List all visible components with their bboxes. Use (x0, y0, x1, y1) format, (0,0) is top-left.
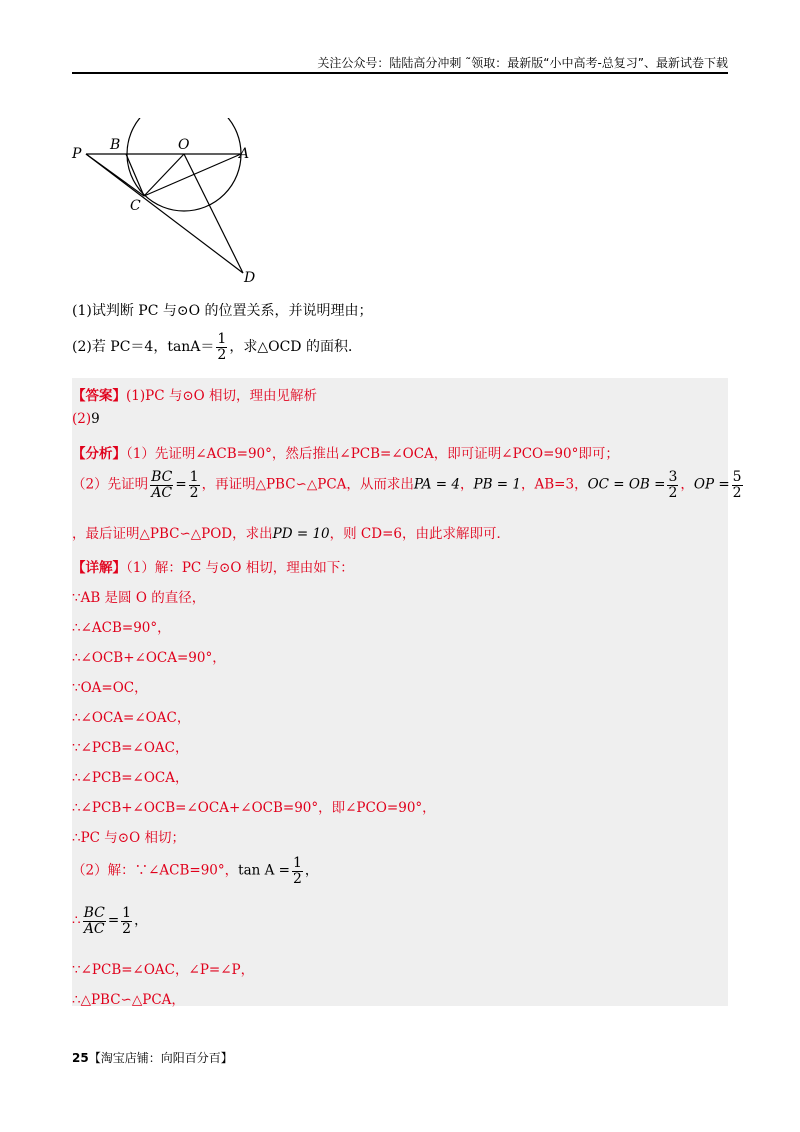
detail-line-1: ∵AB 是圆 O 的直径， (72, 590, 206, 606)
detail-line-8: ∴∠PCB+∠OCB=∠OCA+∠OCB=90°，即∠PCO=90°， (72, 800, 436, 816)
line-ca (144, 154, 241, 196)
question-2-text-b: ，求△OCD 的面积． (229, 339, 362, 356)
detail-last-2: ∴△PBC∽△PCA， (72, 992, 185, 1008)
geometry-figure (68, 118, 268, 288)
circle-o (127, 118, 241, 211)
answer-2-label: (2) (72, 411, 92, 427)
answer-2-value: 9 (91, 411, 100, 427)
header-rule (72, 72, 728, 74)
analysis-tag: 【分析】 (72, 446, 126, 462)
page-header: 关注公众号：陆陆高分冲刺 ˜领取：最新版“小中高考-总复习”、最新试卷下载 (317, 56, 728, 70)
detail-last-1: ∵∠PCB=∠OAC，∠P=∠P， (72, 962, 255, 978)
analysis-line-1: 【分析】（1）先证明∠ACB=90°，然后推出∠PCB=∠OCA，即可证明∠PCO=90°即可； (72, 446, 619, 462)
label-a: A (239, 146, 250, 162)
detail-line-4: ∵OA=OC， (72, 680, 148, 696)
line-od (184, 154, 243, 273)
fraction-half: $\frac{1}{2}$ (189, 469, 199, 501)
answer-line-1 (72, 384, 317, 404)
label-d: D (244, 270, 256, 286)
page-number: 25 (72, 1051, 89, 1065)
detail-line-6: ∵∠PCB=∠OAC， (72, 740, 189, 756)
question-2 (72, 332, 362, 362)
answer-line-2 (72, 411, 100, 427)
detail-part-2: （2）解：∵∠ACB=90°，tan A = $\frac{1}{2}$ ， (72, 855, 319, 887)
answer-1: (1)PC 与⊙O 相切，理由见解析 (126, 388, 317, 404)
question-2-text-a: (2)若 PC＝4，tanA＝ (72, 339, 215, 356)
question-1: (1)试判断 PC 与⊙O 的位置关系，并说明理由； (72, 303, 373, 319)
detail-line-3: ∴∠OCB+∠OCA=90°， (72, 650, 226, 666)
label-c: C (130, 198, 141, 214)
detail-line-0: 【详解】（1）解：PC 与⊙O 相切，理由如下： (72, 560, 354, 576)
fraction-bc-ac: $\frac{BC}{AC}$ (151, 469, 173, 501)
label-o: O (178, 137, 190, 153)
analysis-line-3: ，最后证明△PBC∽△POD，求出PD = 10，则 CD=6，由此求解即可． (72, 526, 510, 542)
detail-ratio: ∴ $\frac{BC}{AC}$ = $\frac{1}{2}$ ， (72, 905, 148, 937)
line-co (144, 154, 184, 196)
line-pd (86, 154, 243, 273)
analysis-line-2: （2）先证明 $\frac{BC}{AC}$ = $\frac{1}{2}$ ，再证明△PBC∽△PCA，从而求出PA = 4，PB = 1，AB=3，OC = OB = $\frac{3}{2}$ ，OP = $\frac{5}{2}$ (72, 469, 742, 501)
pb-value: PB = 1 (473, 476, 521, 493)
detail-line-9: ∴PC 与⊙O 相切； (72, 830, 185, 846)
detail-line-7: ∴∠PCB=∠OCA， (72, 770, 189, 786)
footer-shop: 【淘宝店铺：向阳百分百】 (88, 1051, 233, 1065)
pa-value: PA = 4 (413, 476, 460, 493)
label-b: B (110, 137, 121, 153)
question-2-fraction: $\frac{1}{2}$ (217, 331, 227, 363)
answer-tag: 【答案】 (72, 388, 126, 404)
detail-line-5: ∴∠OCA=∠OAC， (72, 710, 191, 726)
page-footer (72, 1049, 233, 1066)
detail-tag: 【详解】 (72, 560, 126, 576)
label-p: P (72, 146, 82, 162)
detail-line-2: ∴∠ACB=90°， (72, 620, 171, 636)
pd-value: PD = 10 (272, 526, 330, 542)
